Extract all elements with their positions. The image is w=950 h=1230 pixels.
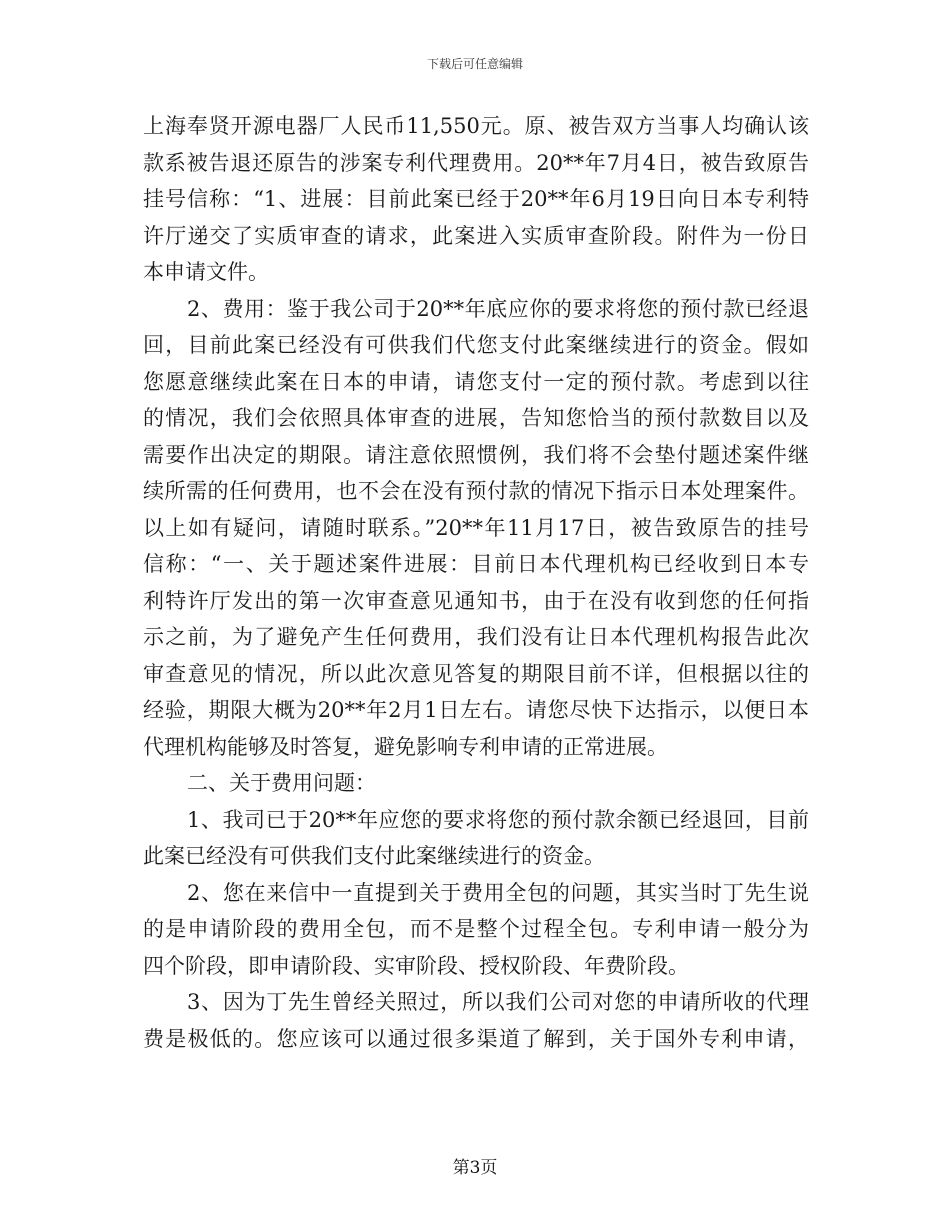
text-line: 挂号信称：“1、进展：目前此案已经于20**年6月19日向日本专利特 bbox=[143, 187, 809, 211]
text-line: 许厅递交了实质审查的请求，此案进入实质审查阶段。附件为一份日 bbox=[143, 223, 809, 248]
text-line: 经验，期限大概为20**年2月1日左右。请您尽快下达指示，以便日本 bbox=[143, 698, 809, 722]
text-line: 的是申请阶段的费用全包，而不是整个过程全包。专利申请一般分为 bbox=[143, 917, 809, 941]
text-line: 示之前，为了避免产生任何费用，我们没有让日本代理机构报告此次 bbox=[143, 625, 809, 649]
text-line: 回，目前此案已经没有可供我们代您支付此案继续进行的资金。假如 bbox=[143, 333, 809, 357]
text-line: 审查意见的情况，所以此次意见答复的期限目前不详，但根据以往的 bbox=[143, 661, 809, 686]
text-line: 需要作出决定的期限。请注意依照惯例，我们将不会垫付题述案件继 bbox=[143, 442, 809, 467]
text-line: 款系被告退还原告的涉案专利代理费用。20**年7月4日，被告致原告 bbox=[143, 150, 809, 175]
text-line: 代理机构能够及时答复，避免影响专利申请的正常进展。 bbox=[143, 734, 668, 759]
text-line: 2、您在来信中一直提到关于费用全包的问题，其实当时丁先生说 bbox=[187, 880, 809, 905]
text-line: 续所需的任何费用，也不会在没有预付款的情况下指示日本处理案件。 bbox=[143, 479, 809, 503]
text-line: 上海奉贤开源电器厂人民币11,550元。原、被告双方当事人均确认该 bbox=[143, 114, 809, 138]
text-line: 利特许厅发出的第一次审查意见通知书，由于在没有收到您的任何指 bbox=[143, 588, 809, 613]
header-note: 下载后可任意编辑 bbox=[426, 57, 523, 71]
text-line: 本申请文件。 bbox=[143, 260, 269, 284]
text-line: 1、我司已于20**年应您的要求将您的预付款余额已经退回，目前 bbox=[187, 807, 809, 832]
text-line: 信称：“一、关于题述案件进展：目前日本代理机构已经收到日本专 bbox=[143, 552, 809, 576]
text-line: 二、关于费用问题： bbox=[187, 771, 376, 795]
text-line: 此案已经没有可供我们支付此案继续进行的资金。 bbox=[143, 844, 605, 868]
page-number: 第3页 bbox=[452, 1158, 498, 1178]
text-line: 以上如有疑问，请随时联系。”20**年11月17日，被告致原告的挂号 bbox=[143, 515, 809, 540]
text-line: 费是极低的。您应该可以通过很多渠道了解到，关于国外专利申请， bbox=[143, 1026, 809, 1051]
text-line: 您愿意继续此案在日本的申请，请您支付一定的预付款。考虑到以往 bbox=[143, 369, 809, 394]
text-line: 的情况，我们会依照具体审查的进展，告知您恰当的预付款数目以及 bbox=[143, 406, 809, 430]
text-line: 四个阶段，即申请阶段、实审阶段、授权阶段、年费阶段。 bbox=[143, 953, 689, 978]
body-text bbox=[143, 108, 809, 1057]
text-line: 2、费用：鉴于我公司于20**年底应你的要求将您的预付款已经退 bbox=[187, 296, 809, 321]
text-line: 3、因为丁先生曾经关照过，所以我们公司对您的申请所收的代理 bbox=[187, 990, 809, 1014]
